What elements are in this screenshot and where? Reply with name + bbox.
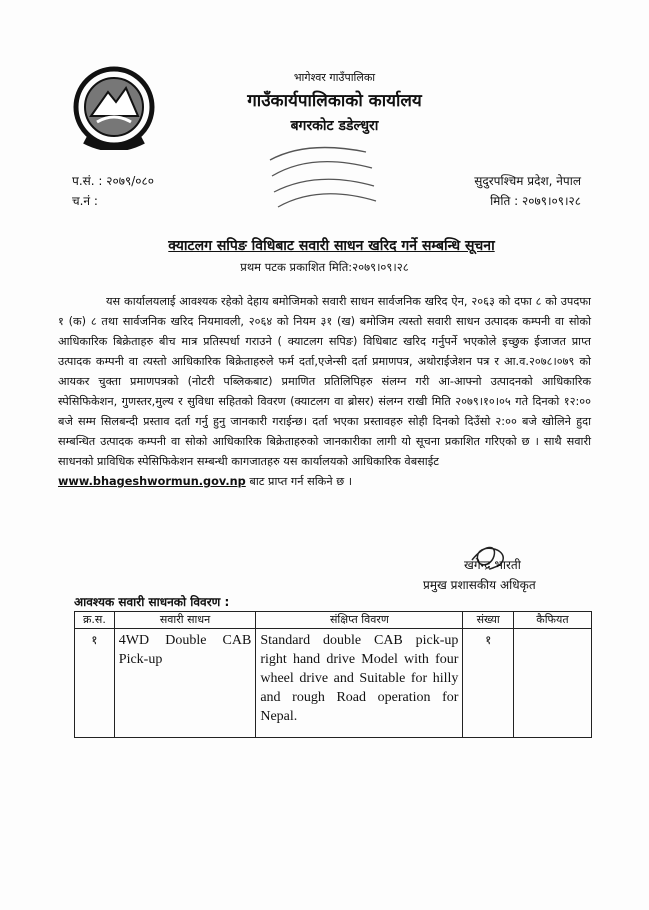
description-cell: Standard double CAB pick-up right hand drive Model with four wheel drive and Suitable for hilly and rough Road operation for Nepal. bbox=[256, 629, 463, 738]
office-location: बगरकोट डडेल्धुरा bbox=[290, 118, 379, 134]
office-stamp-icon bbox=[262, 140, 382, 220]
signatory-title: प्रमुख प्रशासकीय अधिकृत bbox=[423, 578, 536, 592]
signatory-name: खगेन्द्र भारती bbox=[464, 558, 521, 572]
website-link[interactable]: www.bhageshwormun.gov.np bbox=[58, 475, 246, 488]
table-header-row bbox=[75, 612, 592, 629]
notice-body-text: यस कार्यालयलाई आवश्यक रहेको देहाय बमोजिमको सवारी साधन सार्वजनिक खरिद ऐन, २०६३ को दफा ८ को उपदफा १ (क) ८ तथा सार्वजनिक खरिद नियमावली, २०६४ को नियम ३१ (ख) बमोजिम त्यस्तो सवारी साधन उत्पादक कम्पनी वा सोको आधिकारिक बिक्रेताहरु बीच मात्र प्रतिस्पर्धा गराउने ( क्याटलग सपिङ) विधिबाट खरिद गर्नुपर्ने भएकोले इच्छुक ईजाजत प्राप्त उत्पादक कम्पनी वा त्यस्तो आधिकारिक बिक्रेताहरुले फर्म दर्ता,एजेन्सी दर्ता प्रमाणपत्र, अथोराईजेशन पत्र र आ.व.२०७८।०७९ को आयकर चुक्ता प्रमाणपत्रको (नोटरी पब्लिकबाट) प्रमाणित प्रतिलिपिहरु संलग्न गरी आ-आफ्नो उत्पादनको आधिकारिक स्पेसिफिकेशन, गुणस्तर,मुल्य र सुविधा सहितको विवरण (क्याटलग वा ब्रोसर) संलग्न राखी मिति २०७९।१०।०५ गते दिनको १२:०० बजे सम्म सिलबन्दी प्रस्ताव दर्ता गर्नु हुनु जानकारी गराईन्छ। दर्ता भएका प्रस्तावहरु सोही दिनको दिउँसो २:०० बजे खोलिने हुदा सम्बन्धित उत्पादक कम्पनी वा सोको आधिकारिक बिक्रेताहरुको जानकारीका लागी यो सूचना प्रकाशित गरिएको छ । साथै सवारी साधनको प्राविधिक स्पेसिफिकेशन सम्बन्धी कागजातहरु यस कार्यालयको आधिकारिक वेबसाईट bbox=[58, 295, 591, 468]
publication-date: प्रथम पटक प्रकाशित मिति:२०७९।०९।२८ bbox=[240, 260, 409, 274]
vehicle-table-title: आवश्यक सवारी साधनको विवरण : bbox=[74, 595, 230, 609]
vehicle-header: सवारी साधन bbox=[114, 612, 256, 629]
province-line: सुदुरपश्चिम प्रदेश, नेपाल bbox=[474, 174, 581, 188]
quantity-cell: १ bbox=[463, 629, 514, 738]
dispatch-number: च.नं : bbox=[72, 194, 98, 208]
municipality-name: भागेश्वर गाउँपालिका bbox=[293, 71, 376, 84]
quantity-header: संख्या bbox=[463, 612, 514, 629]
serial-number-header: क्र.स. bbox=[75, 612, 115, 629]
reference-number: प.सं. : २०७९/०८० bbox=[72, 174, 154, 188]
letter-date: मिति : २०७९।०९।२८ bbox=[490, 194, 581, 208]
vehicle-details-table bbox=[74, 611, 592, 738]
office-name: गाउँकार्यपालिकाको कार्यालय bbox=[247, 91, 422, 111]
remarks-cell bbox=[513, 629, 591, 738]
notice-body bbox=[58, 292, 591, 492]
notice-body-ending: बाट प्राप्त गर्न सकिने छ । bbox=[245, 475, 353, 488]
notice-subject-text: क्याटलग सपिङ विधिबाट सवारी साधन खरिद गर्ने सम्बन्धि सूचना bbox=[168, 238, 495, 254]
notice-subject bbox=[0, 236, 649, 255]
vehicle-cell: 4WD Double CAB Pick-up bbox=[114, 629, 256, 738]
remarks-header: कैफियत bbox=[513, 612, 591, 629]
serial-number-cell: १ bbox=[75, 629, 115, 738]
description-header: संक्षिप्त विवरण bbox=[256, 612, 463, 629]
table-row bbox=[75, 629, 592, 738]
